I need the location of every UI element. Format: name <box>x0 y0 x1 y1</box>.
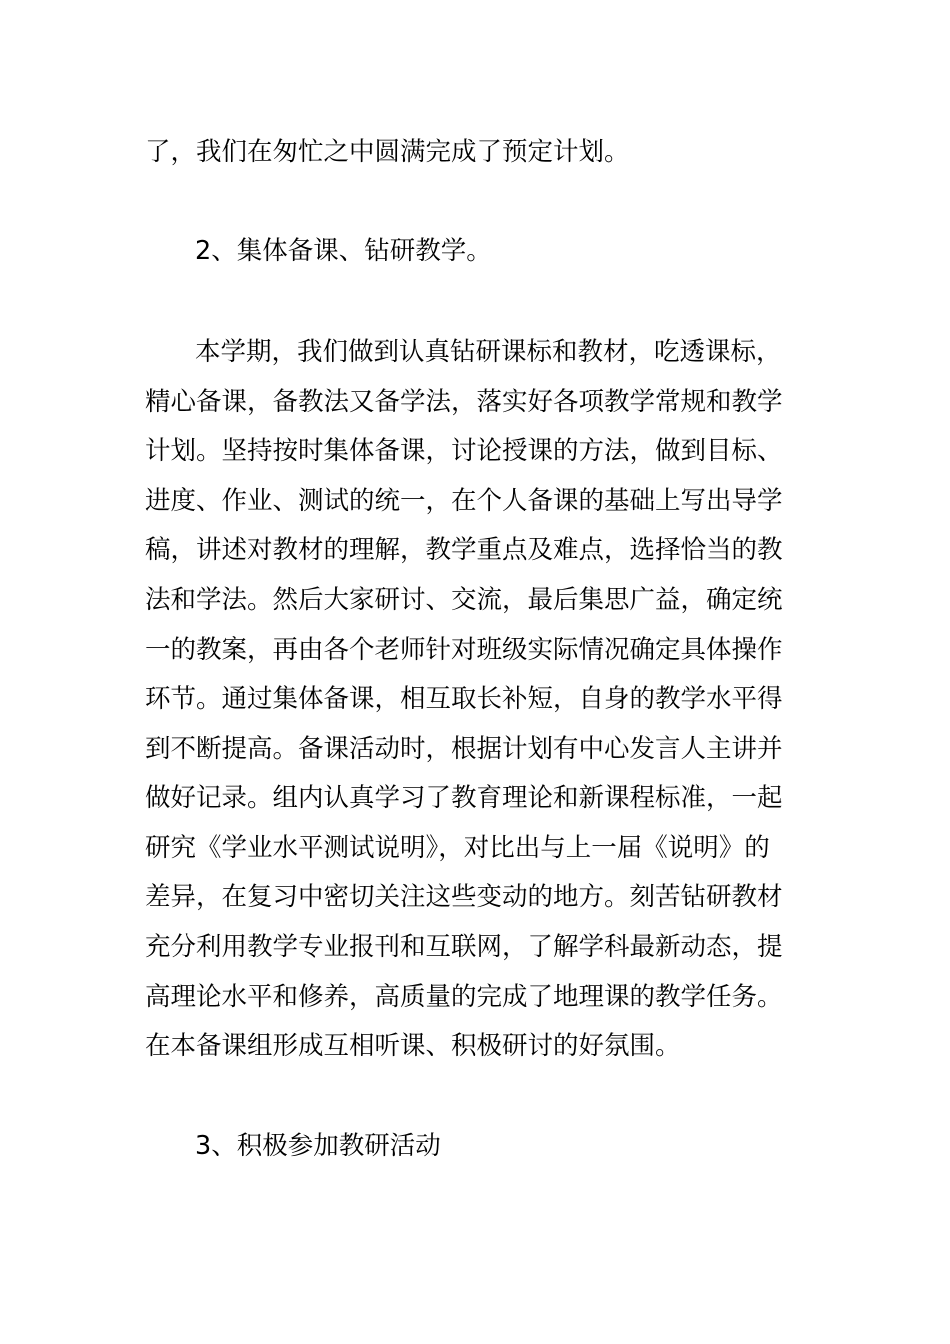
continuation-line: 了，我们在匆忙之中圆满完成了预定计划。 <box>145 137 630 167</box>
paragraph-line: 在本备课组形成互相听课、积极研讨的好氛围。 <box>145 1031 681 1061</box>
paragraph-line: 稿，讲述对教材的理解，教学重点及难点，选择恰当的教 <box>145 535 783 565</box>
paragraph-line: 进度、作业、测试的统一，在个人备课的基础上写出导学 <box>145 486 783 516</box>
paragraph-line: 研究《学业水平测试说明》，对比出与上一届《说明》的 <box>145 833 770 863</box>
paragraph-line: 环节。通过集体备课，相互取长补短，自身的教学水平得 <box>145 684 783 714</box>
paragraph-line: 差异，在复习中密切关注这些变动的地方。刻苦钻研教材 <box>145 882 783 912</box>
paragraph-line: 一的教案，再由各个老师针对班级实际情况确定具体操作 <box>145 635 783 665</box>
section-heading-2: 2、集体备课、钻研教学。 <box>195 236 492 266</box>
paragraph-line: 精心备课，备教法又备学法，落实好各项教学常规和教学 <box>145 387 783 417</box>
paragraph-line: 做好记录。组内认真学习了教育理论和新课程标准，一起 <box>145 783 783 813</box>
section-heading-3: 3、积极参加教研活动 <box>195 1131 441 1161</box>
paragraph-line: 高理论水平和修养，高质量的完成了地理课的教学任务。 <box>145 982 783 1012</box>
paragraph-line: 充分利用教学专业报刊和互联网，了解学科最新动态，提 <box>145 932 783 962</box>
paragraph-line: 本学期，我们做到认真钻研课标和教材，吃透课标， <box>195 337 782 367</box>
paragraph-line: 法和学法。然后大家研讨、交流，最后集思广益，确定统 <box>145 585 783 615</box>
paragraph-line: 计划。坚持按时集体备课，讨论授课的方法，做到目标、 <box>145 436 783 466</box>
paragraph-line: 到不断提高。备课活动时，根据计划有中心发言人主讲并 <box>145 734 783 764</box>
